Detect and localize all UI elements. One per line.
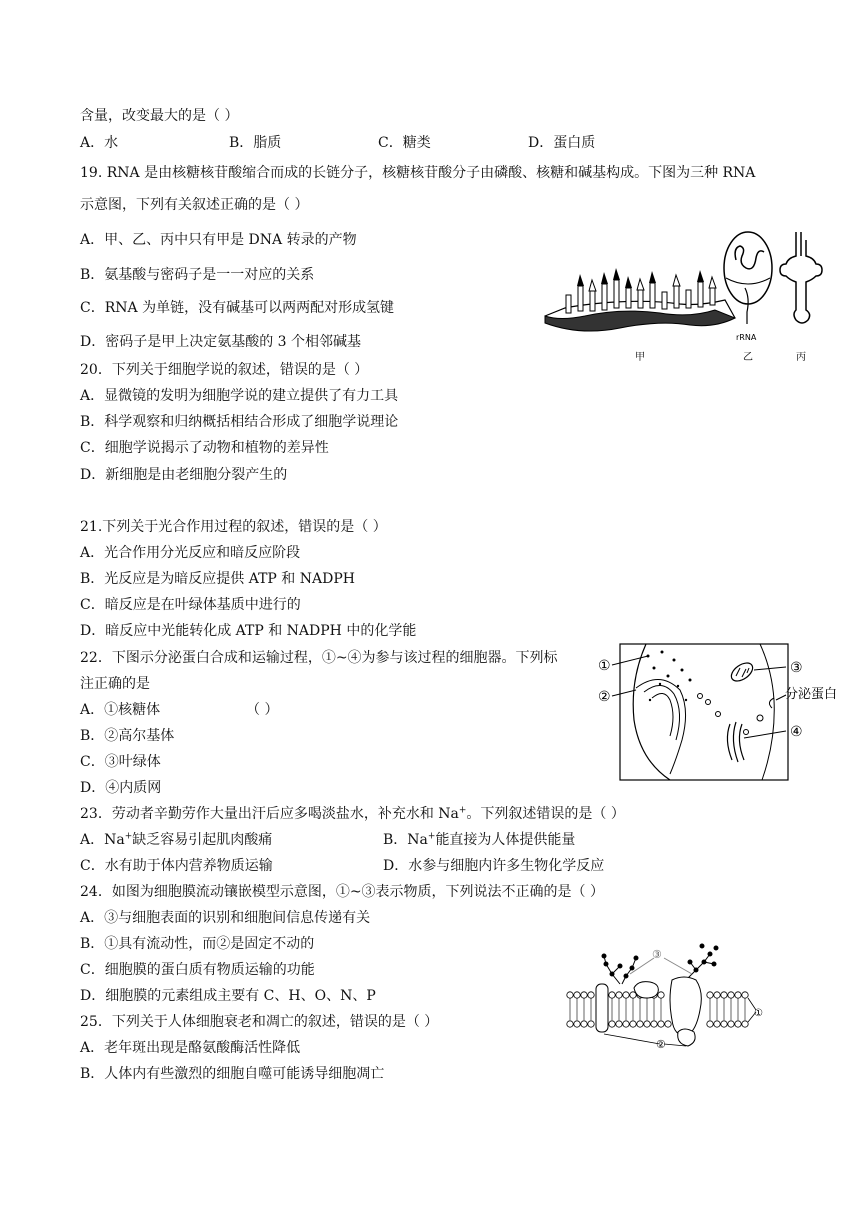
q22-answer-blank: （ ） bbox=[246, 702, 279, 718]
fig22-label-2: ② bbox=[598, 689, 611, 705]
q19-stem-line1: 19. RNA 是由核糖核苷酸缩合而成的长链分子，核糖核苷酸分子由磷酸、核糖和碱基构成。下图为三种 RNA bbox=[80, 165, 756, 181]
q21-option-a: A．光合作用分光反应和暗反应阶段 bbox=[80, 545, 301, 561]
fig24-label-1: ① bbox=[754, 1008, 763, 1019]
q23-option-a: A．Na+缺乏容易引起肌肉酸痛 bbox=[80, 831, 273, 848]
q18-stem-continuation: 含量，改变最大的是（ ） bbox=[80, 108, 239, 124]
secretory-protein-figure bbox=[590, 640, 852, 784]
q18-option-d: D．蛋白质 bbox=[528, 135, 596, 151]
q21-option-b: B．光反应是为暗反应提供 ATP 和 NADPH bbox=[80, 571, 355, 587]
fig-label-jia: 甲 bbox=[635, 352, 645, 363]
fig22-label-1: ① bbox=[598, 658, 611, 674]
q18-option-c: C．糖类 bbox=[378, 135, 431, 151]
q22-option-d: D．④内质网 bbox=[80, 780, 162, 796]
q20-option-c: C．细胞学说揭示了动物和植物的差异性 bbox=[80, 440, 329, 456]
q22-option-c: C．③叶绿体 bbox=[80, 754, 161, 770]
phospholipid-bilayer bbox=[567, 992, 748, 1027]
fig-label-yi: 乙 bbox=[743, 352, 753, 363]
q21-option-c: C．暗反应是在叶绿体基质中进行的 bbox=[80, 597, 301, 613]
q19-option-d: D．密码子是甲上决定氨基酸的 3 个相邻碱基 bbox=[80, 334, 362, 350]
fig24-label-3: ③ bbox=[652, 948, 662, 961]
q21-stem: 21.下列关于光合作用过程的叙述，错误的是（ ） bbox=[80, 519, 387, 535]
q24-stem: 24．如图为细胞膜流动镶嵌模型示意图，①~③表示物质，下列说法不正确的是（ ） bbox=[80, 884, 604, 900]
q20-option-d: D．新细胞是由老细胞分裂产生的 bbox=[80, 467, 288, 483]
q19-option-b: B．氨基酸与密码子是一一对应的关系 bbox=[80, 267, 315, 283]
q23-option-b: B．Na+能直接为人体提供能量 bbox=[383, 831, 576, 848]
q18-option-a: A．水 bbox=[80, 135, 119, 151]
q19-option-a: A．甲、乙、丙中只有甲是 DNA 转录的产物 bbox=[80, 232, 357, 248]
q22-option-b: B．②高尔基体 bbox=[80, 728, 175, 744]
q24-option-c: C．细胞膜的蛋白质有物质运输的功能 bbox=[80, 962, 315, 978]
mrna-strand-diagram bbox=[545, 268, 735, 331]
rna-figure bbox=[540, 228, 840, 370]
q23-stem: 23．劳动者辛勤劳作大量出汗后应多喝淡盐水，补充水和 Na+。下列叙述错误的是（ ） bbox=[80, 805, 625, 822]
q20-stem: 20．下列关于细胞学说的叙述，错误的是（ ） bbox=[80, 362, 369, 378]
q18-option-b: B．脂质 bbox=[229, 135, 282, 151]
fig22-label-3: ③ bbox=[790, 660, 803, 676]
q24-option-b: B．①具有流动性，而②是固定不动的 bbox=[80, 936, 315, 952]
fig24-label-2: ② bbox=[656, 1038, 666, 1050]
q25-stem: 25．下列关于人体细胞衰老和凋亡的叙述，错误的是（ ） bbox=[80, 1014, 439, 1030]
q19-option-c: C．RNA 为单链，没有碱基可以两两配对形成氢键 bbox=[80, 300, 395, 316]
fig-label-rrna: rRNA bbox=[736, 333, 757, 342]
fig-label-bing: 丙 bbox=[796, 352, 806, 363]
q21-option-d: D．暗反应中光能转化成 ATP 和 NADPH 中的化学能 bbox=[80, 623, 417, 639]
fig22-label-secreted-protein: 分泌蛋白 bbox=[785, 687, 838, 702]
q23-option-d: D．水参与细胞内许多生物化学反应 bbox=[383, 858, 605, 874]
cell-membrane-figure bbox=[560, 940, 770, 1050]
q22-option-a: A．①核糖体 bbox=[80, 702, 161, 718]
q22-stem-line1: 22．下图示分泌蛋白合成和运输过程，①~④为参与该过程的细胞器。下列标 bbox=[80, 650, 558, 666]
q25-option-b: B．人体内有些激烈的细胞自噬可能诱导细胞凋亡 bbox=[80, 1066, 385, 1082]
q24-option-d: D．细胞膜的元素组成主要有 C、H、O、N、P bbox=[80, 988, 376, 1004]
q20-option-a: A．显微镜的发明为细胞学说的建立提供了有力工具 bbox=[80, 388, 399, 404]
q23-option-c: C．水有助于体内营养物质运输 bbox=[80, 858, 273, 874]
q22-stem-line2: 注正确的是 bbox=[80, 676, 150, 692]
fig22-label-4: ④ bbox=[790, 724, 803, 740]
trna-diagram bbox=[780, 232, 822, 323]
q20-option-b: B．科学观察和归纳概括相结合形成了细胞学说理论 bbox=[80, 414, 399, 430]
q25-option-a: A．老年斑出现是酪氨酸酶活性降低 bbox=[80, 1040, 301, 1056]
q24-option-a: A．③与细胞表面的识别和细胞间信息传递有关 bbox=[80, 910, 371, 926]
q19-stem-line2: 示意图，下列有关叙述正确的是（ ） bbox=[80, 197, 309, 213]
